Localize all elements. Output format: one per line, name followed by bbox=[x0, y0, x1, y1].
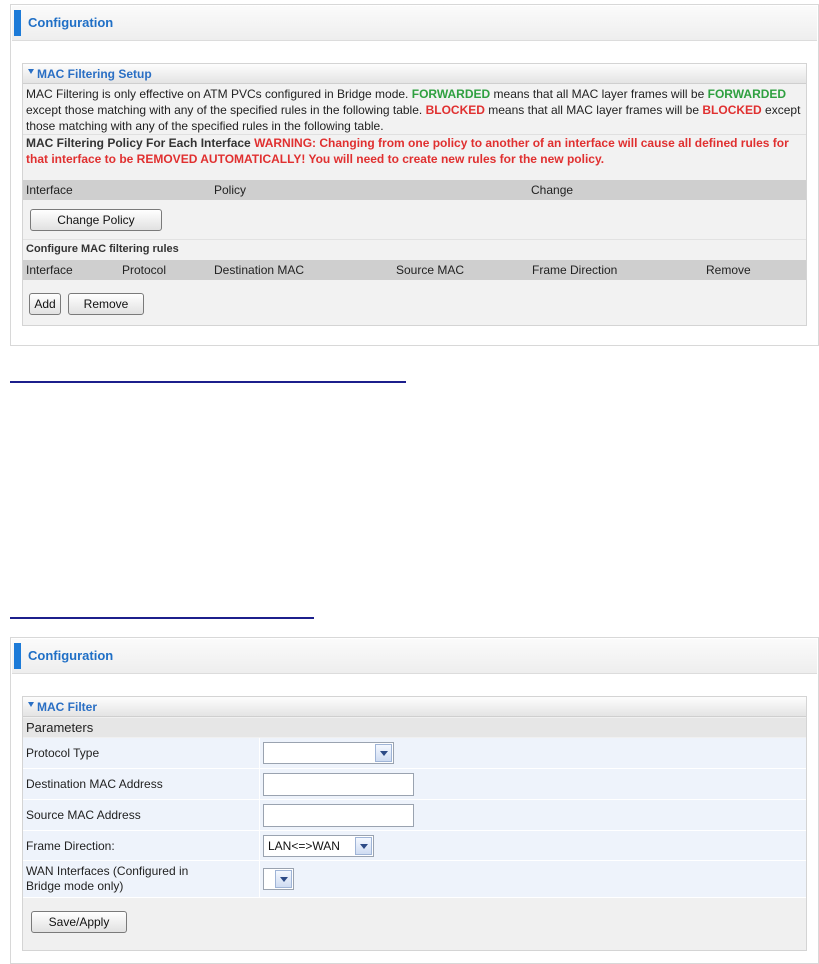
wan-interfaces-row bbox=[23, 861, 806, 898]
rules-title-row bbox=[23, 239, 806, 258]
collapse-triangle-icon[interactable] bbox=[28, 702, 34, 707]
frame-direction-value: LAN<=>WAN bbox=[268, 839, 340, 853]
accent-bar bbox=[14, 643, 21, 669]
remove-rule-button[interactable]: Remove bbox=[68, 293, 144, 315]
divider-line bbox=[10, 617, 314, 619]
source-mac-input[interactable] bbox=[263, 804, 414, 827]
info-text-part: except those matching with any of the specified rules in the following table. bbox=[26, 103, 423, 117]
frame-direction-cell bbox=[259, 831, 806, 860]
protocol-type-select[interactable] bbox=[263, 742, 394, 764]
blocked-keyword: BLOCKED bbox=[702, 103, 762, 117]
wan-interfaces-select[interactable] bbox=[263, 868, 294, 890]
source-mac-label: Source MAC Address bbox=[26, 808, 141, 822]
forwarded-keyword: FORWARDED bbox=[707, 87, 787, 101]
rules-title: Configure MAC filtering rules bbox=[26, 243, 179, 255]
destination-mac-row bbox=[23, 769, 806, 800]
wan-interfaces-cell bbox=[259, 861, 806, 897]
policy-header-policy: Policy bbox=[214, 183, 247, 197]
destination-mac-input[interactable] bbox=[263, 773, 414, 796]
info-text-part: except those matching with any of the specified rules in the following table. bbox=[26, 103, 801, 133]
mac-filtering-setup-section bbox=[22, 63, 807, 326]
accent-bar bbox=[14, 10, 21, 36]
protocol-type-cell bbox=[259, 738, 806, 768]
policy-label: MAC Filtering Policy For Each Interface bbox=[26, 136, 251, 150]
section-header[interactable] bbox=[23, 64, 806, 84]
mac-filter-section bbox=[22, 696, 807, 951]
destination-mac-label: Destination MAC Address bbox=[26, 777, 163, 791]
forwarded-keyword: FORWARDED bbox=[411, 87, 491, 101]
rules-header-protocol: Protocol bbox=[122, 263, 167, 277]
policy-table-header bbox=[23, 180, 806, 200]
info-text-part: MAC Filtering is only effective on ATM PVCs configured in Bridge mode. bbox=[26, 87, 409, 101]
info-text-part: means that all MAC layer frames will be bbox=[488, 103, 700, 117]
frame-direction-row bbox=[23, 831, 806, 861]
protocol-type-label: Protocol Type bbox=[26, 746, 100, 760]
rules-header-source-mac: Source MAC bbox=[396, 263, 465, 277]
info-text bbox=[23, 84, 806, 134]
destination-mac-cell bbox=[259, 769, 806, 799]
change-policy-button[interactable]: Change Policy bbox=[30, 209, 162, 231]
configuration-header bbox=[12, 639, 817, 674]
policy-warning bbox=[23, 134, 806, 167]
section-title: MAC Filter bbox=[37, 700, 97, 714]
rules-table-header bbox=[23, 260, 806, 280]
section-title: MAC Filtering Setup bbox=[37, 67, 152, 81]
rules-header-remove: Remove bbox=[706, 263, 751, 277]
policy-header-interface: Interface bbox=[26, 183, 73, 197]
rules-header-frame-direction: Frame Direction bbox=[532, 263, 618, 277]
rules-header-destination-mac: Destination MAC bbox=[214, 263, 305, 277]
blocked-keyword: BLOCKED bbox=[425, 103, 485, 117]
section-header[interactable] bbox=[23, 697, 806, 717]
source-mac-cell bbox=[259, 800, 806, 830]
chevron-down-icon[interactable] bbox=[275, 870, 292, 888]
policy-header-change: Change bbox=[531, 183, 574, 197]
save-apply-button[interactable]: Save/Apply bbox=[31, 911, 127, 933]
chevron-down-icon[interactable] bbox=[355, 837, 372, 855]
info-text-part: means that all MAC layer frames will be bbox=[493, 87, 705, 101]
frame-direction-label: Frame Direction: bbox=[26, 839, 115, 853]
source-mac-row bbox=[23, 800, 806, 831]
chevron-down-icon[interactable] bbox=[375, 744, 392, 762]
mac-filter-panel bbox=[10, 637, 819, 964]
parameters-label: Parameters bbox=[26, 720, 94, 735]
wan-interfaces-label-line2: Bridge mode only) bbox=[26, 879, 124, 893]
frame-direction-select[interactable] bbox=[263, 835, 374, 857]
mac-filtering-setup-panel bbox=[10, 4, 819, 346]
divider-line bbox=[10, 381, 406, 383]
rules-header-interface: Interface bbox=[26, 263, 73, 277]
wan-interfaces-label-line1: WAN Interfaces (Configured in bbox=[26, 864, 189, 878]
collapse-triangle-icon[interactable] bbox=[28, 69, 34, 74]
protocol-type-row bbox=[23, 738, 806, 769]
warning-text: WARNING: Changing from one policy to another of an interface will cause all defined rules for that interface to be REMOVED AUTOMATICALLY! You will need to create new rules for the new policy. bbox=[26, 136, 789, 166]
configuration-title: Configuration bbox=[28, 15, 114, 30]
configuration-header bbox=[12, 6, 817, 41]
configuration-title: Configuration bbox=[28, 648, 114, 663]
parameters-header bbox=[23, 718, 806, 737]
add-rule-button[interactable]: Add bbox=[29, 293, 61, 315]
